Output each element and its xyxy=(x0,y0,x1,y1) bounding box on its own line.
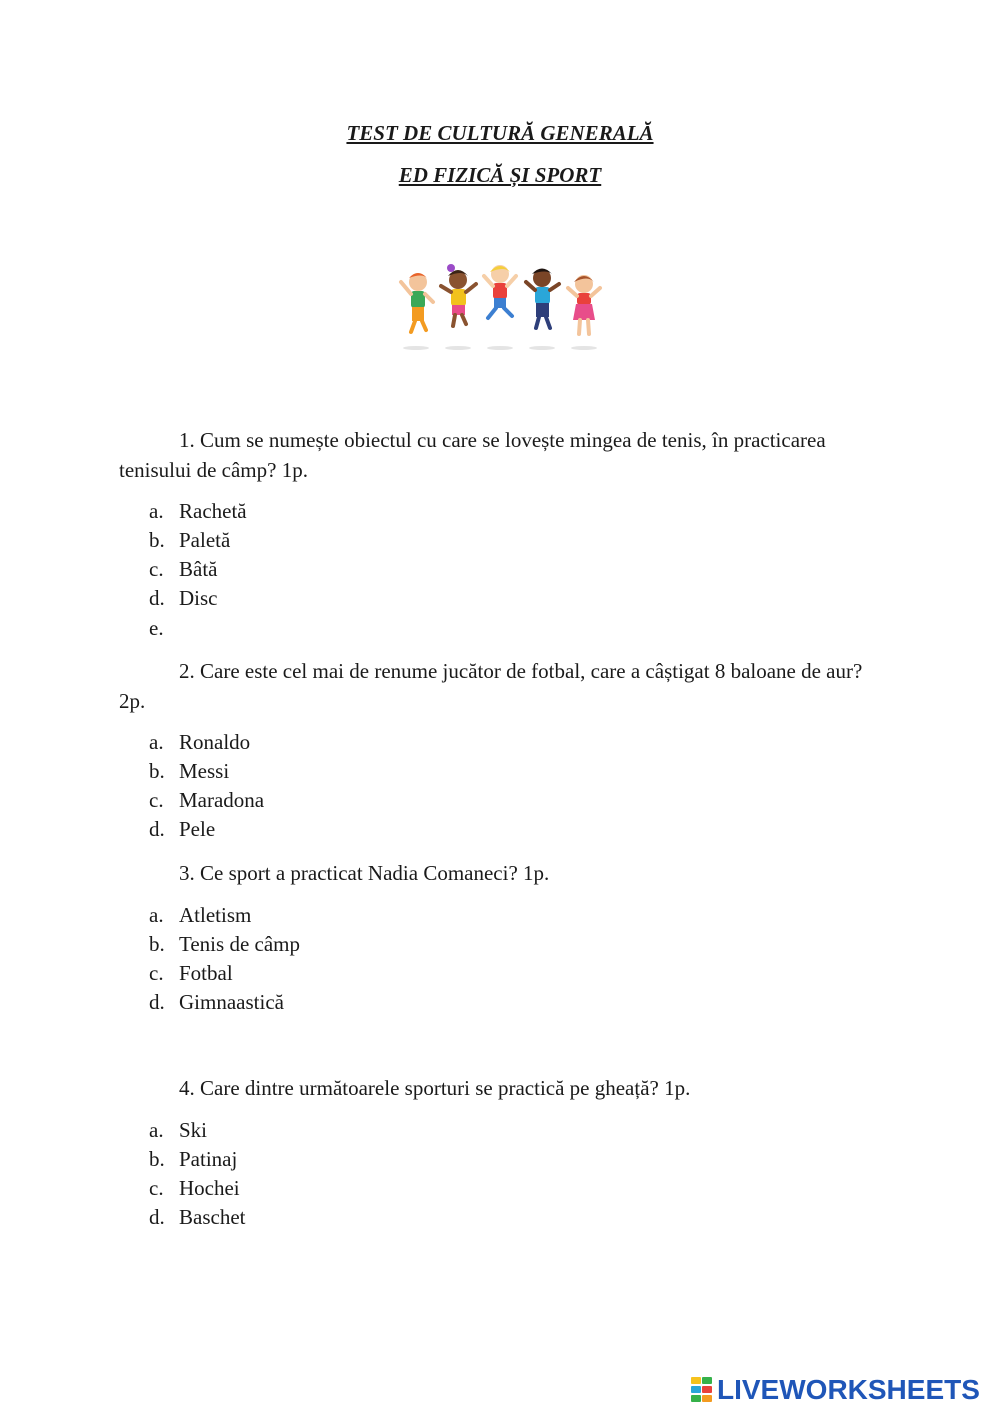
option-letter: a. xyxy=(149,730,164,754)
option-letter: d. xyxy=(149,586,165,610)
option-letter: d. xyxy=(149,990,165,1014)
option-text: Tenis de câmp xyxy=(179,932,300,956)
option-text: Maradona xyxy=(179,788,265,812)
option-text: Ski xyxy=(179,1118,208,1142)
option-text: Fotbal xyxy=(179,961,233,985)
liveworksheets-logo-icon xyxy=(691,1377,713,1403)
option-letter: b. xyxy=(149,759,165,783)
option-letter: c. xyxy=(149,557,164,581)
question-1-text: 1. Cum se numește obiectul cu care se lovește mingea de tenis, în practicarea tenisului de câmp? 1p. xyxy=(119,428,826,482)
option-letter: a. xyxy=(149,499,164,523)
option-text: Rachetă xyxy=(179,499,247,523)
option-letter: c. xyxy=(149,961,164,985)
liveworksheets-brand-text: LIVEWORKSHEETS xyxy=(717,1374,980,1405)
option-letter: b. xyxy=(149,528,165,552)
option-text: Ronaldo xyxy=(179,730,251,754)
option-text: Baschet xyxy=(179,1205,246,1229)
option-letter: b. xyxy=(149,932,165,956)
question-2-text: 2. Care este cel mai de renume jucător de fotbal, care a câștigat 8 baloane de aur? 2p. xyxy=(119,659,863,713)
option-text: Disc xyxy=(179,586,218,610)
page-title: TEST DE CULTURĂ GENERALĂ xyxy=(346,121,654,145)
jumping-kids-illustration xyxy=(396,260,608,352)
option-text: Hochei xyxy=(179,1176,240,1200)
option-letter: a. xyxy=(149,1118,164,1142)
option-letter: c. xyxy=(149,788,164,812)
option-text: Patinaj xyxy=(179,1147,238,1171)
option-text: Messi xyxy=(179,759,230,783)
question-4-text: 4. Care dintre următoarele sporturi se practică pe gheață? 1p. xyxy=(179,1076,691,1100)
option-letter: a. xyxy=(149,903,164,927)
option-text: Paletă xyxy=(179,528,231,552)
liveworksheets-logo xyxy=(691,1373,980,1407)
option-letter: d. xyxy=(149,817,165,841)
option-letter: e. xyxy=(149,616,164,640)
option-text: Bâtă xyxy=(179,557,218,581)
question-3-text: 3. Ce sport a practicat Nadia Comaneci? 1p. xyxy=(179,861,550,885)
option-letter: b. xyxy=(149,1147,165,1171)
option-letter: c. xyxy=(149,1176,164,1200)
option-text: Pele xyxy=(179,817,216,841)
page-subtitle: ED FIZICĂ ȘI SPORT xyxy=(398,163,602,187)
option-letter: d. xyxy=(149,1205,165,1229)
option-text: Gimnaastică xyxy=(179,990,284,1014)
option-text: Atletism xyxy=(179,903,252,927)
